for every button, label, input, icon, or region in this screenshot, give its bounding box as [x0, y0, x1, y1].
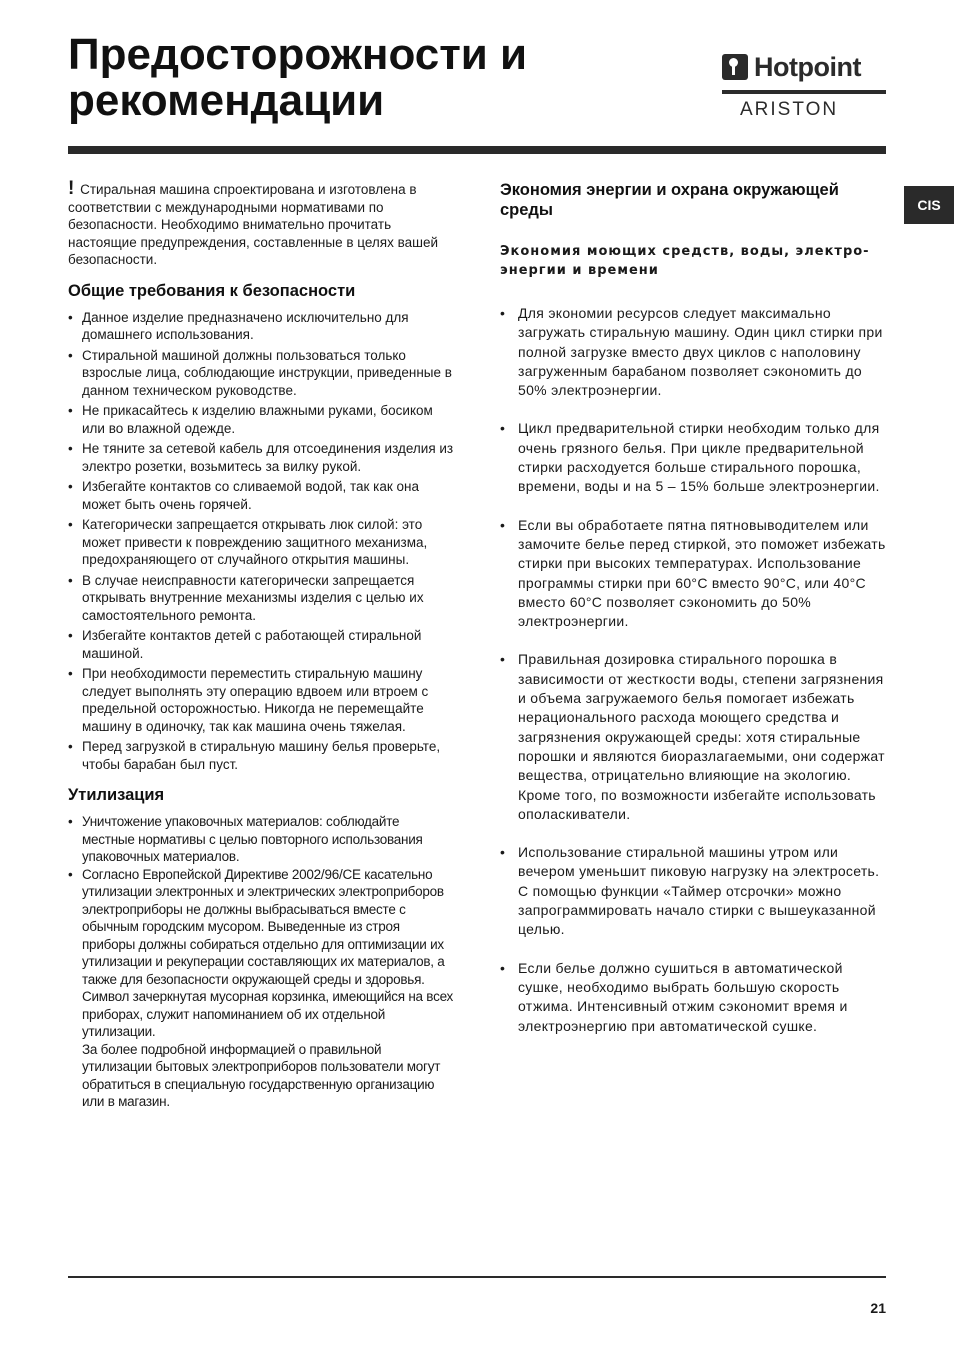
page-title-line2: рекомендации — [68, 76, 385, 125]
intro-paragraph — [68, 180, 454, 269]
list-item: • Избегайте контактов детей с работающей стиральной машиной. — [68, 627, 454, 662]
page-title-line1: Предосторожности и — [68, 30, 528, 79]
eco-list — [500, 304, 886, 1036]
list-item: • Использование стиральной машины утром или вечером уменьшит пиковую нагрузку на электросеть. С помощью функции «Таймер отсрочки» можно запрограммировать начало стирки с вышеуказанной целью. — [500, 843, 886, 939]
header-rule — [68, 146, 886, 154]
intro-text: Стиральная машина спроектирована и изготовлена в соответствии с международными нормативами по безопасности. Необходимо внимательно прочитать настоящие предупреждения, составленные в целях вашей безопасности. — [68, 182, 439, 267]
list-item: • Для экономии ресурсов следует максимально загружать стиральную машину. Один цикл стирки при полной загрузке вместо двух циклов с наполовину загруженным барабаном позволяет сэкономить до 50% электроэнергии. — [500, 304, 886, 400]
list-item: • Данное изделие предназначено исключительно для домашнего использования. — [68, 309, 454, 344]
list-item: • Избегайте контактов со сливаемой водой, так как она может быть очень горячей. — [68, 478, 454, 513]
list-item: • Стиральной машиной должны пользоваться только взрослые лица, соблюдающие инструкции, приведенные в данном техническом руководстве. — [68, 347, 454, 400]
warning-icon: ! — [68, 178, 75, 199]
right-column — [500, 180, 886, 1055]
eco-subheading: Экономия моющих средств, воды, электро-энергии и времени — [500, 244, 870, 278]
list-item — [68, 866, 454, 1111]
disposal-extra-text: За более подробной информацией о правильной утилизации бытовых электроприборов пользователи могут обратиться в специальную государственную организацию или в магазин. — [82, 1041, 441, 1109]
list-item: • Не тяните за сетевой кабель для отсоединения изделия из электро розетки, возьмитесь за вилку рукой. — [68, 440, 454, 475]
safety-list — [68, 309, 454, 774]
logo-divider — [722, 90, 886, 94]
page-number: 21 — [870, 1300, 886, 1316]
list-item: • При необходимости переместить стиральную машину следует выполнять эту операцию вдвоем или втроем с предельной осторожностью. Никогда не перемещайте машину в одиночку, так как машина очень тяжелая. — [68, 665, 454, 735]
list-item: • Если белье должно сушиться в автоматической сушке, необходимо выбрать большую скорость отжима. Интенсивный отжим сэкономит время и электроэнергию при автоматической сушке. — [500, 959, 886, 1036]
disposal-directive-text: Согласно Европейской Директиве 2002/96/CE касательно утилизации электронных и электрических электроприборов электроприборы не должны выбрасываться вместе с обычным городским мусором. Выведенные из строя приборы должны собираться отдельно для оптимизации их утилизации и рекуперации составляющих их материалов, а также для безопасности окружающей среды и здоровья. Символ зачеркнутая мусорная корзинка, имеющийся на всех приборах, служит напоминанием об их отдельной утилизации. — [82, 866, 454, 1039]
list-item: • Категорически запрещается открывать люк силой: это может привести к повреждению защитного механизма, предохраняющего от случайного открытия машины. — [68, 516, 454, 569]
language-tab: CIS — [904, 186, 954, 224]
footer-rule — [68, 1276, 886, 1278]
brand-logo — [722, 50, 886, 122]
logo-brand-text: Hotpoint — [754, 52, 861, 82]
logo-sub-text: ARISTON — [740, 99, 839, 120]
list-item: • Не прикасайтесь к изделию влажными руками, босиком или во влажной одежде. — [68, 402, 454, 437]
disposal-heading: Утилизация — [68, 786, 165, 804]
hotpoint-logo-icon — [722, 54, 748, 80]
list-item: • Перед загрузкой в стиральную машину белья проверьте, чтобы барабан был пуст. — [68, 738, 454, 773]
page-title — [68, 32, 668, 124]
list-item: • Правильная дозировка стирального порошка в зависимости от жесткости воды, степени загрязнения и объема загружаемого белья помогает избежать нерационального расхода моющего средства и загрязнения окружающей среды: хотя стиральные порошки и являются биоразлагаемыми, они содержат вещества, отрицательно влияющие на экологию. Кроме того, по возможности избегайте использовать ополаскиватели. — [500, 650, 886, 824]
eco-heading: Экономия энергии и охрана окружающей среды — [500, 181, 839, 219]
list-item: • Цикл предварительной стирки необходим только для очень грязного белья. При цикле предварительной стирки расходуется больше стирального порошка, времени, воды и на 5 – 15% больше электроэнергии. — [500, 419, 886, 496]
list-item: • Уничтожение упаковочных материалов: соблюдайте местные нормативы с целью повторного использования упаковочных материалов. — [68, 813, 454, 866]
disposal-list — [68, 813, 454, 1111]
left-column — [68, 180, 454, 1123]
safety-heading: Общие требования к безопасности — [68, 281, 356, 300]
list-item: • Если вы обработаете пятна пятновыводителем или замочите белье перед стиркой, это поможет избежать стирки при высоких температурах. Использование программы стирки при 60°C вместо 90°C, или 40°C вместо 60°C позволяет сэкономить до 50% электроэнергии. — [500, 516, 886, 632]
list-item: • В случае неисправности категорически запрещается открывать внутренние механизмы изделия с целью их самостоятельного ремонта. — [68, 572, 454, 625]
